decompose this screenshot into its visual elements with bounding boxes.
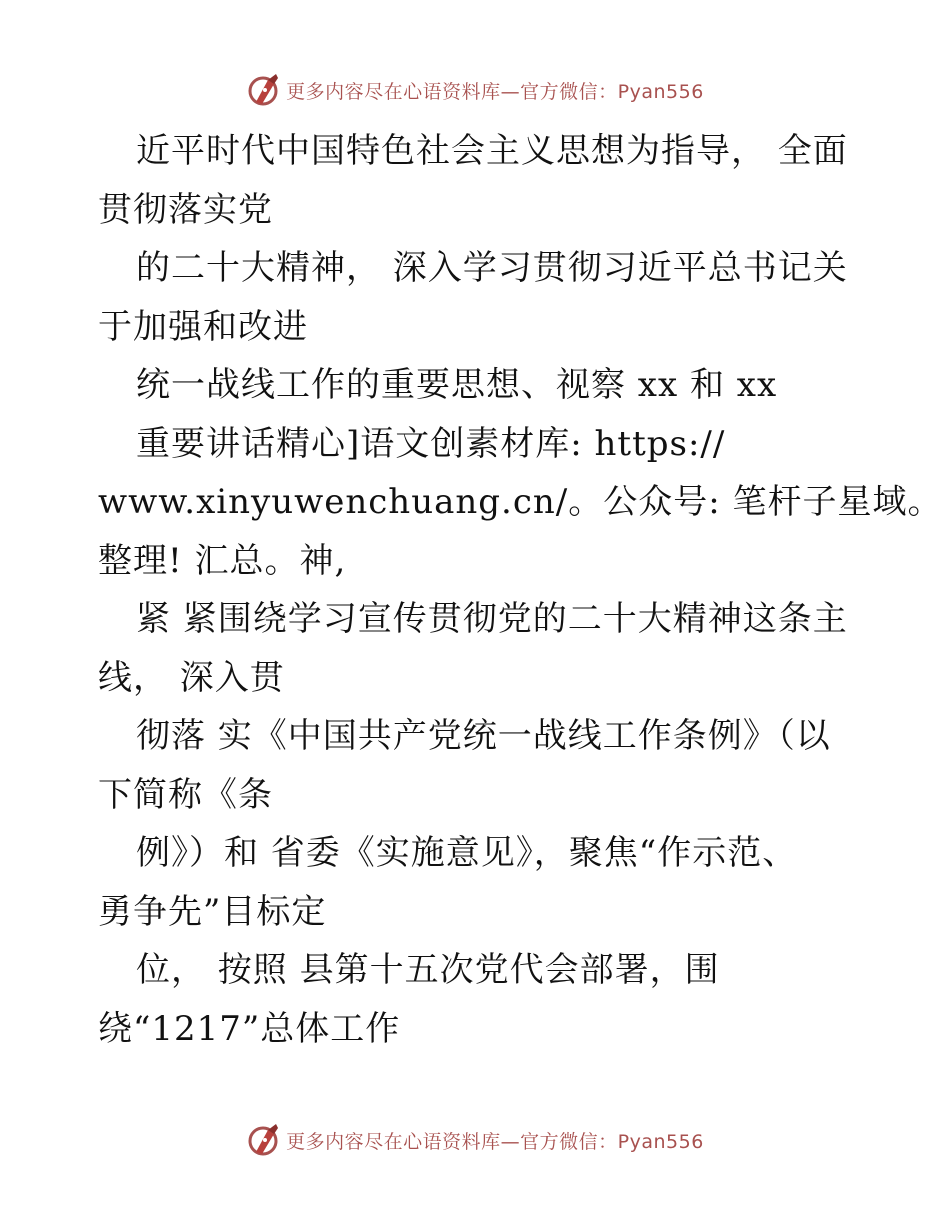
body-line-4: 于加强和改进 <box>98 306 308 347</box>
body-line-13: 例》）和 省委《实施意见》，聚焦“作示范、 <box>136 833 798 873</box>
footer-banner-text: 更多内容尽在心语资料库—官方微信：Pyan556 <box>286 1130 704 1153</box>
header-banner-text: 更多内容尽在心语资料库—官方微信：Pyan556 <box>286 80 704 103</box>
body-line-10: 线， 深入贯 <box>98 657 285 698</box>
footer-banner <box>0 1120 950 1160</box>
pen-nib-logo-icon <box>246 72 282 108</box>
body-line-11: 彻落 实《中国共产党统一战线工作条例》（以 <box>136 716 831 756</box>
body-line-2: 贯彻落实党 <box>98 189 273 230</box>
pen-nib-logo-icon <box>246 1122 282 1158</box>
body-line-8: 整理! 汇总。神, <box>98 540 347 581</box>
body-line-15: 位， 按照 县第十五次党代会部署，围 <box>136 950 720 990</box>
document-body <box>98 122 943 1058</box>
header-banner <box>0 70 950 110</box>
body-line-7: www.xinyuwenchuang.cn/。公众号: 笔杆子星域。 <box>98 482 943 522</box>
body-line-1: 近平时代中国特色社会主义思想为指导， 全面 <box>136 131 848 171</box>
body-line-5: 统一战线工作的重要思想、视察 xx 和 xx <box>136 365 778 405</box>
body-line-14: 勇争先”目标定 <box>98 891 327 932</box>
body-line-12: 下简称《条 <box>98 774 273 815</box>
body-line-6: 重要讲话精心]语文创素材库: https:// <box>136 423 726 464</box>
body-line-9: 紧 紧围绕学习宣传贯彻党的二十大精神这条主 <box>136 599 848 639</box>
body-line-3: 的二十大精神， 深入学习贯彻习近平总书记关 <box>136 248 848 288</box>
body-line-16: 绕“1217”总体工作 <box>98 1008 401 1049</box>
